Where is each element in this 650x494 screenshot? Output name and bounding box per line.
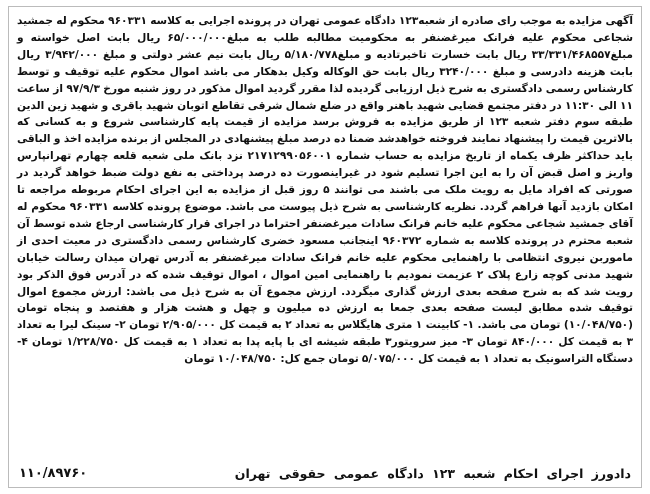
notice-code: ۱۱۰/۸۹۷۶۰	[19, 466, 88, 481]
notice-body: آگهی مزایده به موجب رای صادره از شعبه۱۲۳ دادگاه عمومی تهران در پرونده اجرایی به کلاسه ۹۶۰۳۳۱ محکوم له جمشید شجاعی محکوم علیه فرانک میرغضنفر به محکومیت مطالبه طلب به مبلغ۶۵/۰۰۰/۰۰۰ ریال بابت اصل خواسته و مبلغ۳۳/۳۳۱/۴۶۸۵۵۷ ریال بابت خسارت تاخیرتادیه و مبلغ۵/۱۸۰/۷۷۸ ریال بابت نیم عشر دولتی و مبلغ ۳/۹۴۲/۰۰۰ ریال بابت هزینه دادرسی و مبلغ ۳۲۴۰/۰۰۰ ریال بابت حق الوکاله وکیل بدهکار می باشد اموال محکوم علیه توقیف و توسط کارشناس رسمی دادگستری به شرح ذیل ارزیابی گردیده لذا مقرر گردید اموال مذکور در روز شنبه مورخ ۹۷/۹/۳ از ساعت ۱۱ الی ۱۱:۳۰ در دفتر مجتمع قضایی شهید باهنر واقع در ضلع شمال شرقی تقاطع اتوبان شهید باقری و شهید زین الدین طبقه سوم دفتر شعبه ۱۲۳ از طریق مزایده به فروش برسد مزایده از قیمت پایه کارشناسی شروع و به کسانی که بالاترین قیمت را پیشنهاد نمایند فروخته خواهدشد ضمنا ده درصد مبلغ پیشنهادی در المجلس از برنده مزایده اخذ و الباقی باید حداکثر ظرف یکماه از تاریخ مزایده به حساب شماره ۲۱۷۱۲۹۹۰۵۶۰۰۱ نزد بانک ملی شعبه قلعه چهارم تهرانپارس واریز و اصل قبض آن را به این اجرا تسلیم شود در غیراینصورت ده درصد پرداختی به نفع دولت ضبط خواهد گردید در صورتی که افراد مایل به رویت ملک می باشند می توانند ۵ روز قبل از مزایده به این اجرای احکام مربوطه مراجعه تا امکان بازدید آنها فراهم گردد. نظریه کارشناسی به شرح ذیل پیوست می باشد. موضوع پرونده کلاسه ۹۶۰۳۳۱ محکوم له آقای جمشید شجاعی محکوم علیه خانم فرانک سادات میرغضنفر احتراما در اجرای قرار کارشناسی ارجاع شده توسط آن شعبه محترم در پرونده کلاسه به شماره ۹۶۰۳۷۲ اینجانب مسعود خضری کارشناس رسمی دادگستری در معیت احدی از ماموربن نیروی انتظامی با راهنمایی محکوم علیه خانم فرانک سادات میرغضنفر به آدرس تهران میدان رسالت خیابان شهید مدنی کوچه زارع پلاک ۲ عزیمت نمودیم با راهنمایی امین اموال ، اموال توقیف شده که در آدرس فوق الذکر بود رویت شد که به شرح صفحه بعدی ارزش گذاری میگردد. ارزش مجموع آن به شرح ذیل می باشد: ارزش مجموع اموال توقیف شده مطابق لیست صفحه بعدی جمعا به ارزش ده میلیون و چهل و هشت هزار و هفتصد و پنجاه تومان (۱۰/۰۴۸/۷۵۰) تومان می باشد. ۱- کابینت ۱ متری هایگلاس به تعداد ۲ به قیمت کل ۲/۹۰۵/۰۰۰ تومان ۲- سینک لیرا به تعداد ۳ به قیمت کل ۸۴۰/۰۰۰ تومان ۳- میز سرویتور۳ طبقه شیشه ای با پایه پدا به تعداد ۱ به قیمت کل ۱/۲۲۸/۷۵۰ تومان ۴- دستگاه التراسونیک به تعداد ۱ به قیمت کل ۵/۰۷۵/۰۰۰ تومان جمع کل: ۱۰/۰۴۸/۷۵۰ تومان	[17, 15, 634, 366]
notice-signature: دادورز اجرای احکام شعبه ۱۲۳ دادگاه عمومی حقوقی تهران	[234, 466, 631, 481]
notice-footer	[19, 466, 631, 481]
legal-notice	[8, 6, 642, 488]
